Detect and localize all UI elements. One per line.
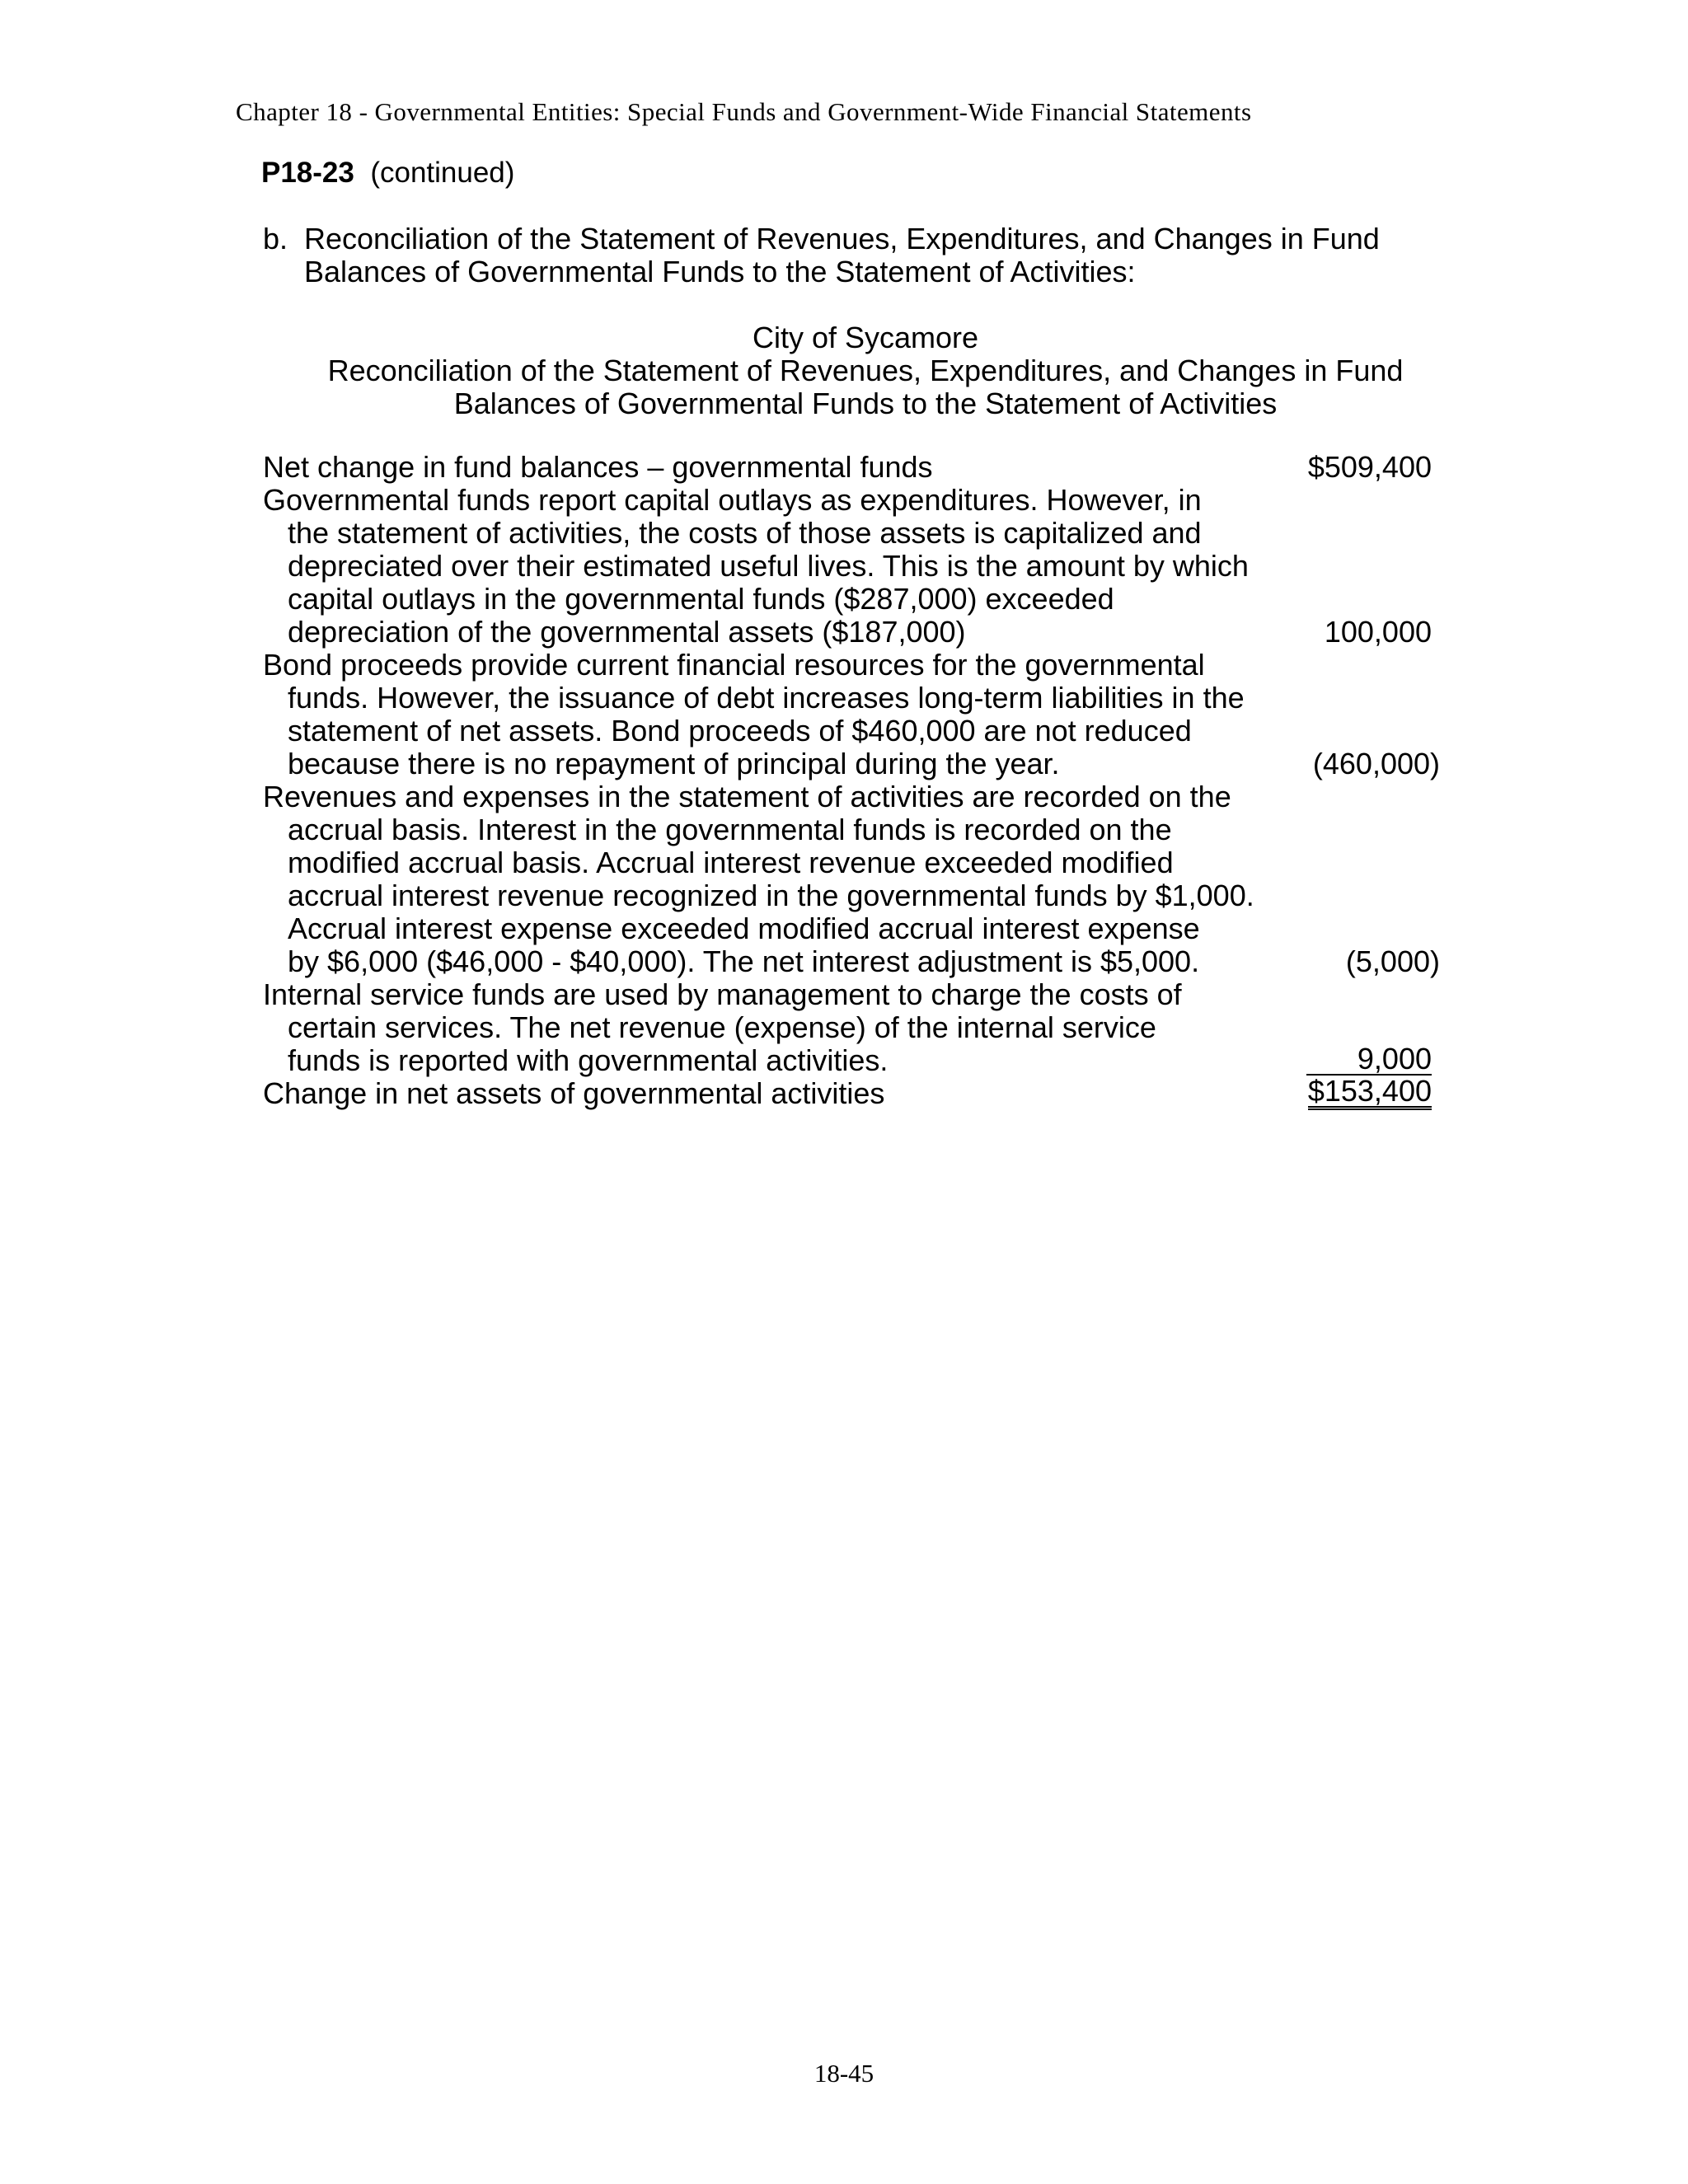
recon-amount: (460,000) [1312, 747, 1440, 780]
recon-item-total [263, 1074, 1483, 1110]
recon-item-internal-service [263, 978, 1483, 1077]
part-b-line-1: Reconciliation of the Statement of Revenues, Expenditures, and Changes in Fund [304, 222, 1380, 255]
recon-description-line: Revenues and expenses in the statement of activities are recorded on the [263, 780, 1231, 813]
recon-description-line: funds. However, the issuance of debt increases long-term liabilities in the [288, 681, 1245, 715]
recon-total-amount: $153,400 [1308, 1076, 1432, 1110]
recon-item-interest [263, 780, 1483, 978]
recon-description-line: Bond proceeds provide current financial resources for the governmental [263, 648, 1205, 682]
recon-description-line: by $6,000 ($46,000 - $40,000). The net interest adjustment is $5,000. [288, 944, 1200, 978]
recon-description-line: capital outlays in the governmental funds ($287,000) exceeded [288, 582, 1114, 616]
recon-description-line: depreciation of the governmental assets ($187,000) [288, 615, 966, 649]
recon-amount-single-underline: 9,000 [1306, 1044, 1432, 1076]
part-marker: b. [263, 222, 288, 255]
recon-description-line: funds is reported with governmental activities. [288, 1043, 889, 1077]
recon-total-label: Change in net assets of governmental activities [263, 1076, 885, 1110]
recon-description-line: Net change in fund balances – governmental funds [263, 450, 933, 484]
recon-amount: 100,000 [1324, 615, 1432, 649]
recon-amount: $509,400 [1307, 450, 1432, 484]
part-b-line-2: Balances of Governmental Funds to the Statement of Activities: [304, 255, 1136, 288]
recon-description-line: Accrual interest expense exceeded modified accrual interest expense [288, 912, 1200, 945]
recon-description-line: certain services. The net revenue (expense) of the internal service [288, 1010, 1156, 1044]
page-number: 18-45 [814, 2059, 874, 2088]
statement-title-line-1: Reconciliation of the Statement of Revenues, Expenditures, and Changes in Fund [327, 354, 1404, 387]
reconciliation-schedule [263, 451, 1483, 1110]
recon-description-line: Internal service funds are used by management to charge the costs of [263, 977, 1182, 1011]
recon-description-line: Governmental funds report capital outlays as expenditures. However, in [263, 483, 1202, 517]
recon-description-line: the statement of activities, the costs of those assets is capitalized and [288, 516, 1202, 550]
entity-name: City of Sycamore [752, 321, 979, 354]
recon-description-line: accrual interest revenue recognized in the governmental funds by $1,000. [288, 879, 1254, 912]
statement-title-line-2: Balances of Governmental Funds to the Statement of Activities [453, 387, 1278, 420]
recon-item-capital-outlays [263, 484, 1483, 649]
recon-description-line: statement of net assets. Bond proceeds of $460,000 are not reduced [288, 714, 1192, 748]
problem-heading [261, 157, 514, 190]
part-b-intro [263, 223, 1380, 288]
recon-item-bond-proceeds [263, 649, 1483, 780]
recon-item-net-change [263, 451, 1483, 484]
problem-status: (continued) [370, 157, 515, 189]
statement-title [264, 321, 1467, 420]
recon-description-line: modified accrual basis. Accrual interest revenue exceeded modified [288, 846, 1174, 879]
recon-description-line: depreciated over their estimated useful lives. This is the amount by which [288, 549, 1249, 583]
recon-description-line: because there is no repayment of principal during the year. [288, 747, 1060, 780]
problem-number: P18-23 [261, 157, 354, 189]
recon-amount: (5,000) [1345, 944, 1440, 978]
chapter-header: Chapter 18 - Governmental Entities: Special Funds and Government-Wide Financial Statements [236, 97, 1252, 126]
recon-description-line: accrual basis. Interest in the governmental funds is recorded on the [288, 813, 1172, 846]
